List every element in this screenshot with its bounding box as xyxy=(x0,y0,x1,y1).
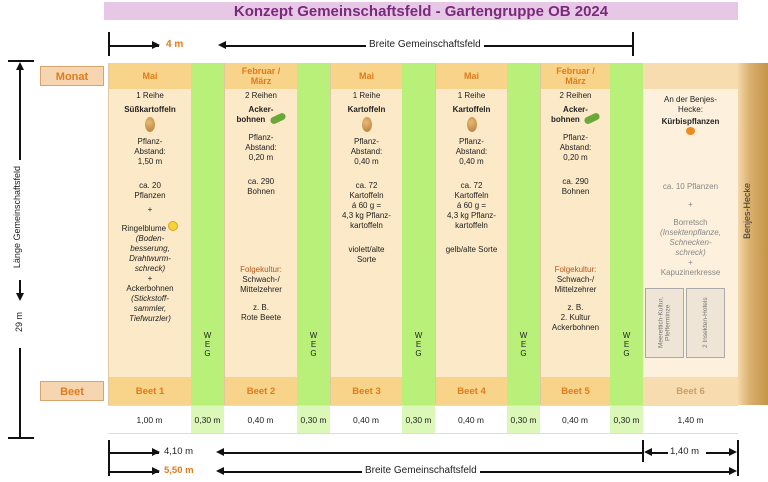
dim-410-arrow-right xyxy=(152,448,160,456)
bed-6-crop: Kürbispflanzen xyxy=(661,117,720,126)
bed-1-line: (Boden- xyxy=(135,234,165,243)
bed-1-line: + xyxy=(147,274,153,283)
page-title: Konzept Gemeinschaftsfeld - Gartengruppe OB 2024 xyxy=(104,2,738,20)
bed-3-line: Abstand: xyxy=(350,147,383,156)
subbox-insect-hotels: 2 Insekten-Hotels xyxy=(686,288,725,358)
bed-2-body xyxy=(225,91,297,323)
bed-2-line: Pflanz- xyxy=(248,133,274,142)
left-dim-label: Länge Gemeinschaftsfeld xyxy=(12,166,22,269)
bed-4-line: á 60 g = xyxy=(456,201,487,210)
bed-1-body xyxy=(109,91,191,324)
bed-6-line: + xyxy=(688,200,693,209)
bed-3-line: á 60 g = xyxy=(351,201,382,210)
bed-2-line: Abstand: xyxy=(245,143,277,152)
bed-3-line: ca. 72 xyxy=(355,181,378,190)
width-bed-3: 0,40 m xyxy=(330,405,402,434)
bed-5-line: Schwach-/ xyxy=(556,275,595,284)
bed-5-crop: bohnen xyxy=(550,115,580,124)
bed-1-month: Mai xyxy=(109,63,191,89)
top-dim-tick-left xyxy=(108,32,110,56)
bed-2-line: z. B. xyxy=(252,303,269,312)
bed-5-line: 2 Reihen xyxy=(559,91,592,100)
width-path-4: 0,30 m xyxy=(507,405,540,434)
path-1 xyxy=(191,63,224,405)
bed-2-line: Rote Beete xyxy=(240,313,282,322)
bed-5 xyxy=(540,63,610,405)
bed-1-name: Beet 1 xyxy=(109,377,191,405)
width-bed-4: 0,40 m xyxy=(435,405,507,434)
flower-icon xyxy=(168,221,178,231)
top-dim-arrow-right xyxy=(152,41,160,49)
bed-1-line: Ackerbohnen xyxy=(126,284,174,293)
path-4 xyxy=(507,63,540,405)
width-bed-1: 1,00 m xyxy=(108,405,191,434)
bed-6-body xyxy=(643,91,738,278)
bed-3-line: 0,40 m xyxy=(354,157,379,166)
bed-2-line: Mittelzehrer xyxy=(240,285,282,294)
bed-5-month: Februar / März xyxy=(541,63,610,89)
bed-1-line: + xyxy=(147,205,153,214)
bed-5-line: z. B. xyxy=(567,303,584,312)
top-dim-label: Breite Gemeinschaftsfeld xyxy=(366,39,484,50)
bed-1-line: 1 Reihe xyxy=(136,91,164,100)
bed-6-line: ca. 10 Pflanzen xyxy=(662,182,719,191)
bed-6-line: + xyxy=(688,258,693,267)
bed-2-crop: Acker- xyxy=(248,105,274,114)
bed-3-line: Sorte xyxy=(356,255,377,264)
path-1-label: W E G xyxy=(203,331,212,358)
bed-1-line: Pflanzen xyxy=(134,191,166,200)
bed-3 xyxy=(330,63,402,405)
bed-6-line: Hecke: xyxy=(678,105,703,114)
bed-4-crop: Kartoffeln xyxy=(452,105,491,114)
path-4-label: W E G xyxy=(519,331,528,358)
path-5-label: W E G xyxy=(622,331,631,358)
bed-4-line: gelb/alte Sorte xyxy=(445,245,498,254)
bed-4-line: kartoffeln xyxy=(455,221,488,230)
path-3 xyxy=(402,63,435,405)
bed-5-line: ca. 290 xyxy=(562,177,589,186)
bed-5-line: Mittelzehrer xyxy=(554,285,597,294)
bed-2-line: 2 Reihen xyxy=(244,91,278,100)
bed-6-line: Kapuzinerkresse xyxy=(660,268,721,277)
bed-4-body xyxy=(436,91,507,255)
bed-1-line: sammler, xyxy=(133,304,167,313)
bed-1-line: ca. 20 xyxy=(139,181,161,190)
bed-5-line: 0,20 m xyxy=(563,153,588,162)
width-bed-6: 1,40 m xyxy=(643,405,738,434)
bed-3-month: Mai xyxy=(331,63,402,89)
bed-4-line: 4,3 kg Pflanz- xyxy=(447,211,496,220)
path-3-label: W E G xyxy=(414,331,423,358)
dim-total-arrow-end xyxy=(729,467,737,475)
bed-3-line: violett/alte xyxy=(348,245,385,254)
bed-4-line: Kartoffeln xyxy=(454,191,489,200)
bed-5-crop: Acker- xyxy=(563,105,588,114)
dim-140-line-right xyxy=(706,452,730,454)
bed-3-crop: Kartoffeln xyxy=(347,105,386,114)
left-dim-label-wrap xyxy=(4,166,34,276)
top-dim-value: 4 m xyxy=(166,39,184,50)
path-5 xyxy=(610,63,643,405)
bed-4-line: Pflanz- xyxy=(459,137,484,146)
bed-2-month: Februar / März xyxy=(225,63,297,89)
width-path-2: 0,30 m xyxy=(297,405,330,434)
bed-1-line: Drahtwurm- xyxy=(129,254,171,263)
left-dim-value-wrap xyxy=(12,312,28,342)
bed-4-line: Abstand: xyxy=(455,147,488,156)
bed-1-line: schreck) xyxy=(134,264,166,273)
potato-icon xyxy=(467,117,477,132)
dim-410-line-right xyxy=(222,452,642,454)
bed-2-line: Bohnen xyxy=(247,187,275,196)
dim-140-arrow-right xyxy=(729,448,737,456)
bed-6-line: An der Benjes- xyxy=(664,95,717,104)
bed-6-subboxes xyxy=(645,288,725,358)
bed-1 xyxy=(108,63,191,405)
bed-1-line: Tiefwurzler) xyxy=(129,314,171,323)
path-2 xyxy=(297,63,330,405)
bed-4-line: 1 Reihe xyxy=(457,91,486,100)
left-dim-arrow-down xyxy=(16,293,24,301)
width-path-3: 0,30 m xyxy=(402,405,435,434)
bed-2-line: Folgekultur: xyxy=(240,265,282,274)
row-label-beet: Beet xyxy=(40,381,104,401)
dim-140-value: 1,40 m xyxy=(670,446,700,457)
bed-4-line: 0,40 m xyxy=(459,157,484,166)
bed-4-line: ca. 72 xyxy=(460,181,483,190)
left-dim-value: 29 m xyxy=(14,312,24,333)
pumpkin-icon xyxy=(686,127,695,135)
path-2-label: W E G xyxy=(309,331,318,358)
left-dim-line-bottom xyxy=(19,348,21,437)
bottom-dim-tick-right xyxy=(737,440,739,476)
bed-6-line: (Insektenpflanze, xyxy=(660,228,721,237)
width-bed-2: 0,40 m xyxy=(224,405,297,434)
bed-1-line: Abstand: xyxy=(134,147,166,156)
dim-total-arrow-right xyxy=(152,467,160,475)
bed-2-line: Schwach-/ xyxy=(242,275,280,284)
dim-total-value: 5,50 m xyxy=(164,465,194,476)
bed-5-name: Beet 5 xyxy=(541,377,610,405)
bed-3-body xyxy=(331,91,402,265)
bed-5-line: Pflanz- xyxy=(563,133,588,142)
width-path-5: 0,30 m xyxy=(610,405,643,434)
bed-3-line: 4,3 kg Pflanz- xyxy=(342,211,391,220)
bed-2-name: Beet 2 xyxy=(225,377,297,405)
bed-6-month xyxy=(643,63,738,89)
bed-1-line: besserung, xyxy=(130,244,170,253)
bed-6-line: Borretsch xyxy=(673,218,708,227)
bed-1-line: (Stickstoff- xyxy=(131,294,169,303)
bed-3-line: Kartoffeln xyxy=(349,191,384,200)
bed-6-name: Beet 6 xyxy=(643,377,738,405)
bed-4-name: Beet 4 xyxy=(436,377,507,405)
bed-3-line: Pflanz- xyxy=(354,137,379,146)
bed-1-line: 1,50 m xyxy=(137,157,163,166)
bed-2 xyxy=(224,63,297,405)
subbox-herbs: Meerettich-Kultur, Pfefferminze xyxy=(645,288,684,358)
bed-3-line: kartoffeln xyxy=(350,221,383,230)
bed-5-line: Bohnen xyxy=(561,187,590,196)
bed-5-line: Abstand: xyxy=(559,143,592,152)
bed-6-line: Schnecken- xyxy=(669,238,712,247)
bed-1-line: Ringelblume xyxy=(121,224,167,233)
bed-3-name: Beet 3 xyxy=(331,377,402,405)
width-path-1: 0,30 m xyxy=(191,405,224,434)
left-dim-line-top xyxy=(19,68,21,160)
left-dim-tick-bottom xyxy=(8,437,34,439)
potato-icon xyxy=(145,117,155,132)
bed-5-line: 2. Kultur xyxy=(560,313,591,322)
benjes-hedge xyxy=(738,63,768,405)
bed-2-crop: bohnen xyxy=(236,115,266,124)
bed-6 xyxy=(643,63,738,405)
bed-2-line: 0,20 m xyxy=(248,153,274,162)
hedge-label: Benjes-Hecke xyxy=(742,183,752,240)
row-label-monat: Monat xyxy=(40,66,104,86)
bed-5-line: Ackerbohnen xyxy=(551,323,600,332)
bed-4-month: Mai xyxy=(436,63,507,89)
bed-5-body xyxy=(541,91,610,333)
bed-1-line: Pflanz- xyxy=(137,137,163,146)
dim-410-value: 4,10 m xyxy=(164,446,194,457)
bed-1-crop: Süßkartoffeln xyxy=(124,105,176,114)
bed-5-line: Folgekultur: xyxy=(554,265,597,274)
bed-2-line: ca. 290 xyxy=(247,177,275,186)
top-dim-tick-right xyxy=(632,32,634,56)
bed-4 xyxy=(435,63,507,405)
bed-3-line: 1 Reihe xyxy=(352,91,381,100)
potato-icon xyxy=(362,117,372,132)
bed-6-line: schreck) xyxy=(675,248,706,257)
dim-total-label: Breite Gemeinschaftsfeld xyxy=(362,465,480,476)
width-bed-5: 0,40 m xyxy=(540,405,610,434)
dim-140-line-left xyxy=(650,452,668,454)
